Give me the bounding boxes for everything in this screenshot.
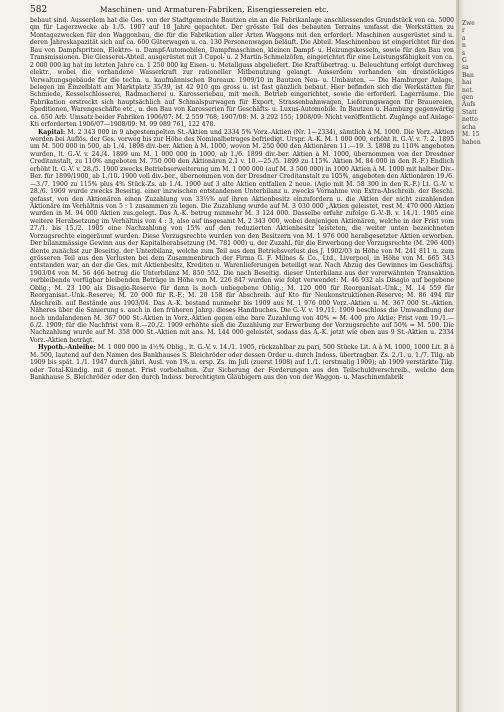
page-header (30, 4, 450, 16)
paragraph-facilities (30, 17, 454, 129)
paragraph-text: M. 2 343 000 in 9 abgestempelten St.-Aktien und 2334 5% Vorz.-Aktien (Nr. 1—2334), sämtlich à M. 1000. Die Vorz.-Aktien werden bei Auflös. der Ges. vorweg bis zur Höhe des Nominalbetrages befriedigt. Urspr. A.-K. M. 1 000 000, erhöht lt. G.-V. v. 7. 2. 1895 um M. 500 000 in 500, ab 1./4. 1898 div.-ber. Aktien à M. 1000, wovon M. 250 000 den Aktionären 11.—19. 3. 1898 zu 110% angeboten wurden, lt. G.-V. v. 24./4. 1899 um M. 1 000 000 in 1000, ab 1./6. 1899 div.-ber. Aktien à M. 1000, übernommen von der Dresdner Creditanstalt, zu 110% angeboten M. 750 000 den Aktionären 2.1 v. 10.—25./5. 1899 zu 115%. Aktien M. 84 000 in den R.-F.) Endlich erhöht lt. G.-V. v. 28./5. 1900 zwecks Betriebserweiterung um M. 1 000 000 (auf M. 3 500 000) in 1000 Aktien à M. 1000 mit halber Div.-Ber. für 1899/1900, ab 1./10. 1900 voll div.-ber., übernommen von der Dresdner Creditanstalt zu 105%, angeboten den Aktionären 19./6.—3./7. 1900 zu 115% plus 4% Stück-Zs. ab 1./4. 1900 auf 3 alte Aktien entfallen 2 neue. (Agio mit M. 58 300 in den R.-F.) Lt. G.-V. v. 28./6. 1909 wurde zwecks Beseitig. einer inzwischen entstandenen Unterbilanz u. zwecks Vornahme von Extra-Abschreib. der Beschl. gefasst, von den Aktionären einen Zuzahlung von 33⅓% auf ihren Aktienbesitz einzufordern u. die Aktien der nicht zuzahlenden Aktionäre im Verhältnis von 5 : 1 zusammen zu legen. Die Zuzahlung wurde auf M. 3 030 000 „Aktien geleistet, rest M. 470 000 Aktien wurden in M. 94 000 Aktien zus.gelegt. Das A.-K. betrug nunmehr M. 3 124 000. Dasselbe erfuhr zufolge G.-V.-B. v. 14./1. 1905 eine weitere Herabsetzung im Verhältnis von 4 : 3, also auf insgesamt M. 2 343 000, wobei denjenigen Aktionären, welche in der Frist vom 27./1. bis 15./2. 1905 eine Nachzahlung von 15% auf den reduzierten Aktienbesitz leisteten, die weiter unten bezeichneten Vorzugsrechte eingeräumt wurden. Diese Vorzugsrechte wurden von den Besitzern von M. 1 976 000 herabgesetzter Aktien erworben. Der bilanzmässige Gewinn aus der Kapitalherabsetzung (M. 781 000) u. der Zuzahl. für die Erwerbung der Vorzugsrechte (M. 296 400) diente zunächst zur Beseitig. der Unterbilanz, welche zum Teil aus dem Betriebsverlust des J. 1902/03 in Höhe von M. 241 811 u. zum grösseren Teil aus den Verlusten bei dem Zusammenbruch der Firma G. F. Milnes & Co., Ltd., Liverpool, in Höhe von M. 665 343 entstanden war, an der die Ges. mit Aktienbesitz, Krediten u. Warenlieferungen beteiligt war. Nach Abzug des Gewinnes im Geschäftsj. 1903/04 von M. 56 466 betrug die Unterbilanz M. 850 552. Die nach Beseitig. dieser Unterbilanz aus der vorerwähnten Transaktion verbleibende verfügbar bleibenden Beträge in Höhe von M. 226 847 wurden wie folgt verwendet: M. 46 932 als Disagio auf begebene Oblig.; M. 23 100 als Disagio-Reserve für dann ls noch unbegebene Oblig.; M. 120 000 für Reorganisat.-Unk.; M. 14 559 für Reorganisat.-Unk.-Reserve; M. 20 000 für R.-F.; M. 20 158 für Abschreib. auf Kto für Neukonstruktionen-Reserve; M. 86 494 für Abschreib. auf Bestände aus 1903/04. Das A.-K. bestand nunmehr bis 1909 aus M. 1 976 000 Vorz.-Aktien u. M. 367 000 St.-Aktien. Näheres über die Sanierung s. auch in den früheren Jahrg. dieses Handbuches. Die G.-V. v. 19./11. 1909 beschloss die Umwandlung der noch undalandenen M. 367 000 St.-Aktien in Vorz.-Aktien gegen eine bare Zuzahlung von 40% = M. 400 pro Aktie; Frist vom 19./1.—6./2. 1909; für die Nachfrist vom 8.—20./2. 1909 erhöhte sich die Zuzahlung zur Erwerbung der Vorzugsrechte auf 50% = M. 500. Die Nachzahlung wurde auf M. 358 000 St.-Aktien mit ans. M. 144 000 geleistet, sodass das A.-K. jetzt wie oben aus 9 St.-Aktien u. 2334 Vorz.-Aktien beträgt. (30, 128, 454, 344)
page-number: 582 (30, 5, 48, 15)
paragraph-kapital (30, 129, 454, 345)
paragraph-text: bebaut sind. Ausserdem hat die Ges. von der Stadtgemeinde Bautzen ein an die Fabrikanlage anschliessendes Grundstück von ca. 5000 qm für Lagerzwecke ab 1./5. 1907 auf 10 Jahre gepachtet. Der grösste Teil des bebauten Terrains umfasst die Werkstätten zu Montagezwecken für den Waggonbau, die für die Fabrikation aller Arten Waggons mit den erforderl. Maschinen ausgerüstet sind u. deren Jahreskapazität sich auf ca. 600 Güterwagen u. ca. 130 Personenwagen beläuft. Die Abteil. Maschinenbau ist eingerichtet für den Bau von Dampfspritzen, Elektro- u. Dampf-Automobilen, Dampfmaschinen, kleinen Dampf- u. Heizungskesseln, sowie für den Bau von Transmissionen. Die Giesserei-Abteil. ausgerüstet mit 3 Cupol- u. 2 Martin-Schmelzöfen, eingerichtet für eine Leistungsfähigkeit von ca. 2 000 000 kg hat im letzten Jahre ca. 1 250 000 kg Eisen- u. Metallguss abgeliefert. Die Kraftübertrag. u. Beleuchtung erfolgt durchweg elektr., wobei die vorhandene Wasserkraft zur rationeller Mitbenutzung gelangt. Ausserdem vorhanden ein dreistöckiges Verwaltungsgebäude für die techn. u. kaufmännischen Bureaux. 1909/10 in Bautzen Neu- u. Umbauten. — Die Hamburger Anlage, belegen im Einzelblatt am Marktplatz 35/39, ist 42 910 qm gross u. ist fast gänzlich bebaut. Hier befinden sich die Werkstätten für Schmiede, Kesselschlosserei, Radmacherei u. Karosseriebau, mit mech. Betrieb eingerichtet, sowie die erforderl. Lagerräume. Die Fabrikation erstreckt sich hauptsächlich auf Schmalspurwagen für Export, Strassenbahnwagen, Lieferungswagen für Brauereien, Speditionen, Warengeschäfte etc., u. den Bau von Karosserien für Geschäfts- u. Luxus-Automobile. In Bautzen u. Hamburg gegenwärtig ca. 650 Arb. Umsatz beider Fabriken 1906/07: M. 2 559 768; 1907/08: M. 3 292 155; 1908/09: Nicht veröffentlicht. Zugänge auf Anlage-Kti erforderten 1906/07—1908/09: M. 99 089 761, 122 478. (30, 17, 454, 129)
paragraph-lead: Hypoth.-Anleihe: (38, 344, 96, 352)
running-title: Maschinen- und Armaturen-Fabriken, Eisengiessereien etc. (100, 5, 329, 14)
text-column (30, 17, 454, 707)
paragraph-lead: Kapital: (38, 128, 66, 136)
adjacent-page-fragments: Zwe r a n s G sa Ban hai net. gen Aufs Statt netto scha M. 15 haben (462, 20, 481, 146)
paragraph-text: M. 1 000 000 in 4½% Oblig., lt. G.-V. v. 14./1. 1905, rückzahlbar zu pari, 500 Stücke Lit. A à M. 1000, 1000 Lit. B à M. 500, lautend auf den Namen des Bankhauses S. Bleichröder oder dessen Order u. durch Indoss. übertragbar. Zs. 2./1. u. 1./7. Tilg. ab 1909 bis spät. 1./1. 1947 durch jährl. Ausl. von 1% u. ersp. Zs. im Juli (zuerst 1908) auf 1./1. (erstmalig 1909); ab 1909 verstärkte Tilg. oder Total-Kündig. mit 6 monat. Frist vorbehalten. Zur Sicherung der Forderungen aus den Teilschuldverschreib., welche dem Bankhause S. Bleichröder oder den durch Indoss. berechtigten Gläubigern aus den von der Waggon- u. Maschinenfabrik (30, 344, 454, 381)
paragraph-hypoth-anleihe (30, 344, 454, 381)
